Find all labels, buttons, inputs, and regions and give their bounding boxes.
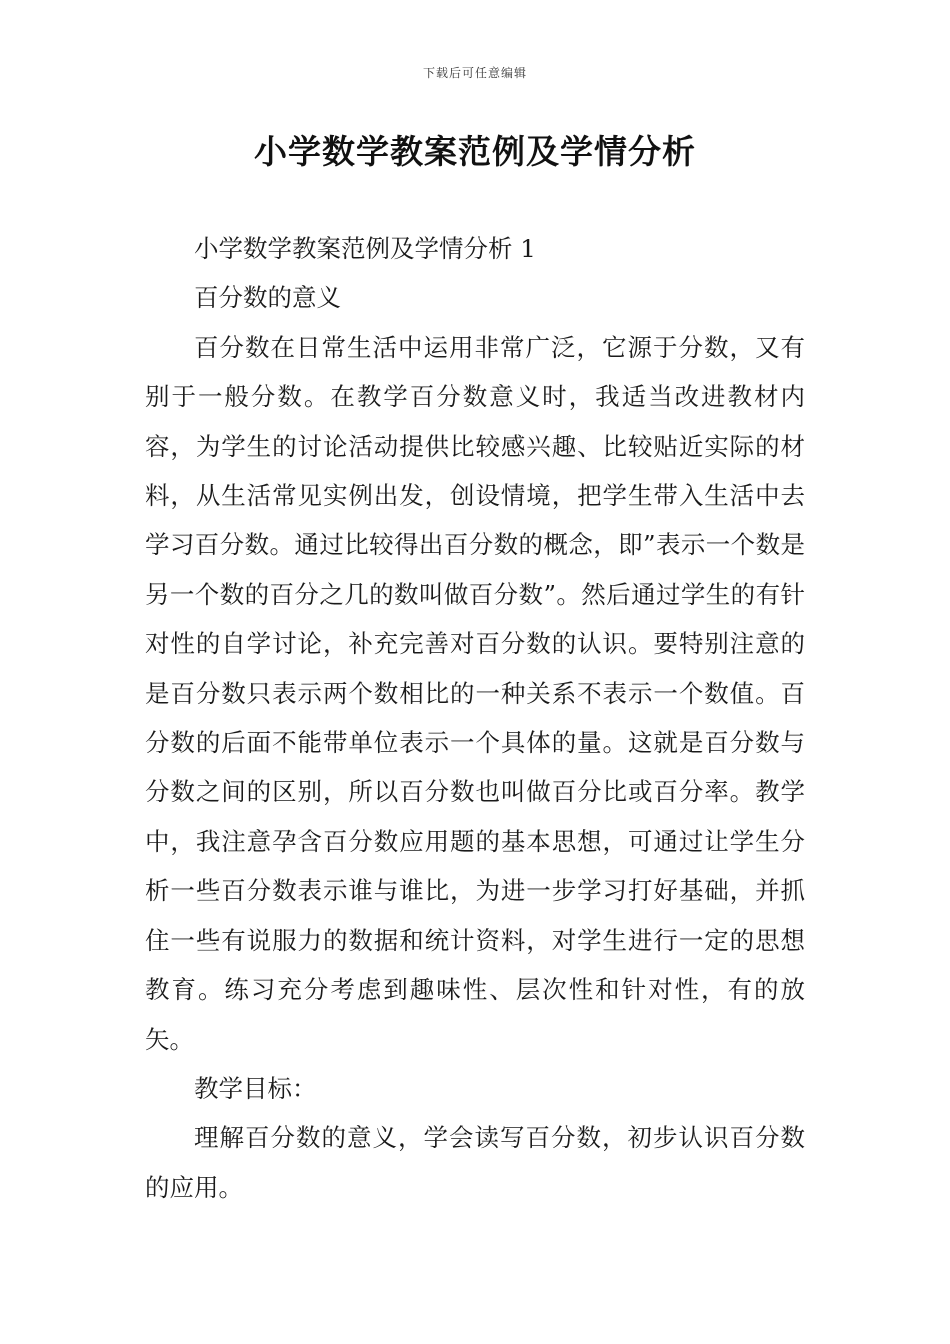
document-body: [145, 224, 805, 1212]
header-note: 下载后可任意编辑: [422, 66, 527, 80]
goals-paragraph: 理解百分数的意义，学会读写百分数，初步认识百分数的应用。: [145, 1123, 805, 1202]
goals-heading: 教学目标：: [194, 1073, 317, 1103]
intro-paragraph: 百分数在日常生活中运用非常广泛，它源于分数，又有别于一般分数。在教学百分数意义时，我适当改进教材内容，为学生的讨论活动提供比较感兴趣、比较贴近实际的材料，从生活常见实例出发，创设情境，把学生带入生活中去学习百分数。通过比较得出百分数的概念，即”表示一个数是另一个数的百分之几的数叫做百分数”。然后通过学生的有针对性的自学讨论，补充完善对百分数的认识。要特别注意的是百分数只表示两个数相比的一种关系不表示一个数值。百分数的后面不能带单位表示一个具体的量。这就是百分数与分数之间的区别，所以百分数也叫做百分比或百分率。教学中，我注意孕含百分数应用题的基本思想，可通过让学生分析一些百分数表示谁与谁比，为进一步学习打好基础，并抓住一些有说服力的数据和统计资料，对学生进行一定的思想教育。练习充分考虑到趣味性、层次性和针对性，有的放矢。: [145, 332, 805, 1054]
section-heading: 小学数学教案范例及学情分析 1: [194, 234, 536, 263]
topic-heading: 百分数的意义: [194, 283, 341, 313]
document-title: 小学数学教案范例及学情分析: [254, 132, 696, 171]
